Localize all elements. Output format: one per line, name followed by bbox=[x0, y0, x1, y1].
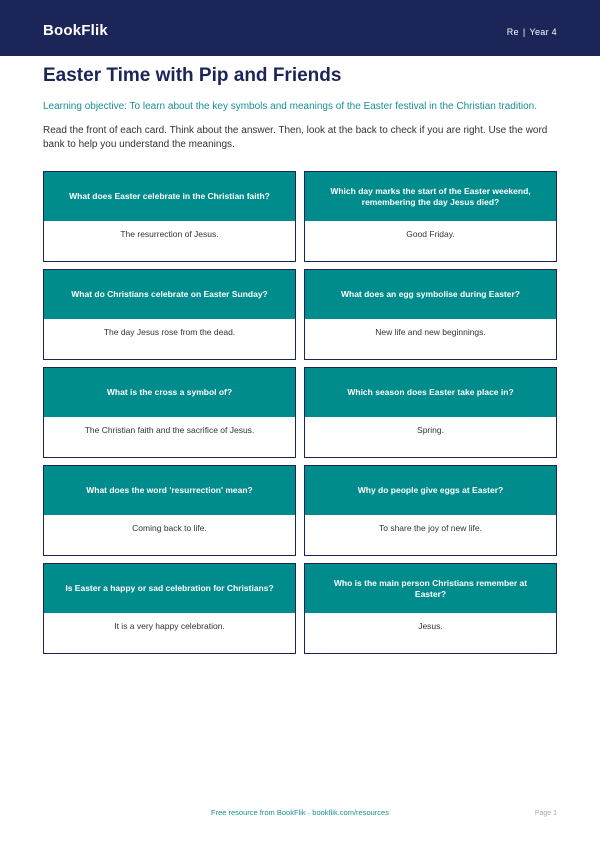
card-back-answer: The day Jesus rose from the dead. bbox=[103, 327, 236, 337]
subject-year-label bbox=[507, 26, 557, 38]
card-front-question: Why do people give eggs at Easter? bbox=[305, 466, 556, 515]
card-front-question: Who is the main person Christians remember at Easter? bbox=[305, 564, 556, 613]
card-front-question: Which day marks the start of the Easter weekend, remembering the day Jesus died? bbox=[305, 172, 556, 221]
flashcard bbox=[43, 171, 296, 262]
card-back-answer: Jesus. bbox=[418, 621, 443, 631]
flashcard bbox=[304, 269, 557, 360]
card-back-answer: Coming back to life. bbox=[132, 523, 207, 533]
card-back-answer: The resurrection of Jesus. bbox=[120, 229, 219, 239]
card-back-answer: Spring. bbox=[417, 425, 444, 435]
card-front-question: What does Easter celebrate in the Christian faith? bbox=[44, 172, 295, 221]
footer-credit: Free resource from BookFlik · bookflik.com/resources bbox=[211, 808, 389, 817]
card-back-answer: New life and new beginnings. bbox=[375, 327, 486, 337]
flashcard bbox=[43, 367, 296, 458]
card-back-answer: It is a very happy celebration. bbox=[114, 621, 225, 631]
flashcard bbox=[304, 563, 557, 654]
card-back-answer: The Christian faith and the sacrifice of Jesus. bbox=[84, 425, 255, 435]
card-back-answer: To share the joy of new life. bbox=[378, 523, 482, 533]
flashcard bbox=[304, 171, 557, 262]
flashcard bbox=[43, 269, 296, 360]
flashcard bbox=[43, 563, 296, 654]
card-front-question: Is Easter a happy or sad celebration for Christians? bbox=[44, 564, 295, 613]
flashcard bbox=[304, 367, 557, 458]
card-front-question: What does the word 'resurrection' mean? bbox=[44, 466, 295, 515]
year-label: Year 4 bbox=[529, 27, 557, 37]
card-front-question: Which season does Easter take place in? bbox=[305, 368, 556, 417]
flashcard-grid bbox=[43, 171, 557, 654]
page-title: Easter Time with Pip and Friends bbox=[43, 65, 342, 86]
card-front-question: What is the cross a symbol of? bbox=[44, 368, 295, 417]
learning-objective: Learning objective: To learn about the key symbols and meanings of the Easter festival in the Christian tradition. bbox=[43, 101, 537, 112]
card-front-question: What do Christians celebrate on Easter Sunday? bbox=[44, 270, 295, 319]
brand-logo-text: BookFlik bbox=[43, 22, 108, 39]
page-number: Page 1 bbox=[534, 810, 557, 817]
card-front-question: What does an egg symbolise during Easter? bbox=[305, 270, 556, 319]
flashcard bbox=[304, 465, 557, 556]
instructions-text: Read the front of each card. Think about the answer. Then, look at the back to check if you are right. Use the word bank to help you understand the meanings. bbox=[43, 125, 548, 150]
separator: | bbox=[522, 27, 526, 37]
subject-label: Re bbox=[506, 27, 519, 37]
card-back-answer: Good Friday. bbox=[406, 229, 455, 239]
flashcard bbox=[43, 465, 296, 556]
top-header-bar bbox=[0, 0, 600, 56]
